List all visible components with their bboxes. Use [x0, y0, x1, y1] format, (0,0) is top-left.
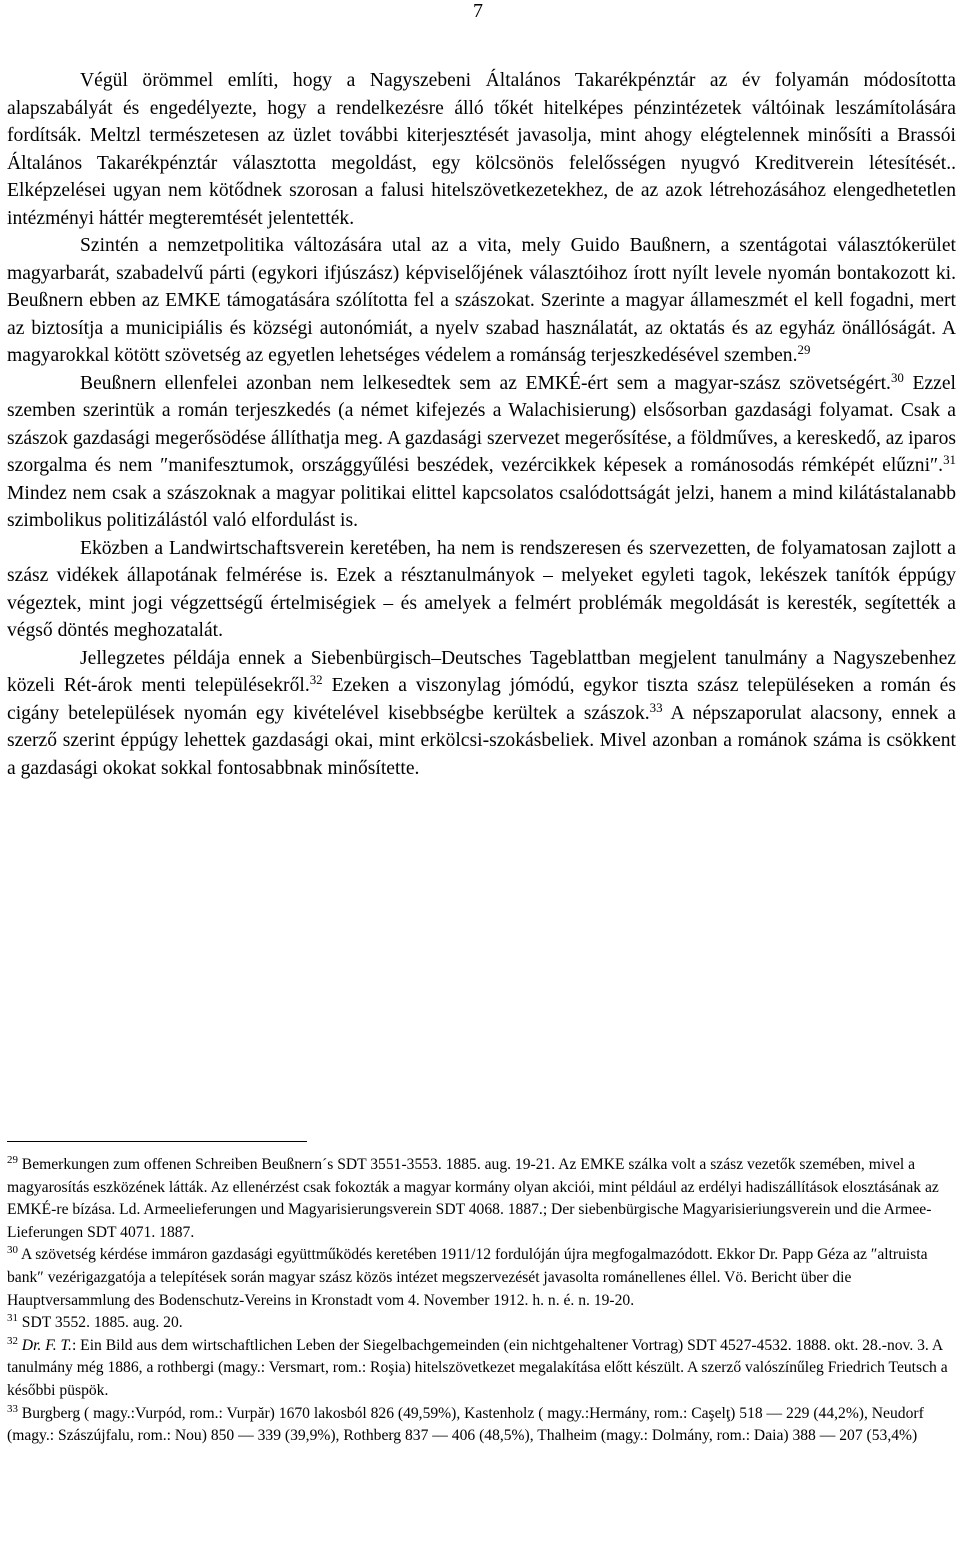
footnote-33 — [7, 1403, 952, 1448]
footnote-30 — [7, 1244, 952, 1312]
footnote-ref-33[interactable]: 33 — [649, 699, 663, 715]
footnote-text: A szövetség kérdése immáron gazdasági együttműködés keretében 1911/12 fordulóján újra megfogalmazódott. Ekkor Dr. Papp Géza az ″altruista bank″ vezérigazgatója a telepítések során magyar szász közös intézet megszervezését javasolta románellenes éllel. Vö. Bericht über die Hauptversammlung des Bodenschutz-Vereins in Kronstadt vom 4. November 1912. h. n. é. n. 19-20. — [7, 1246, 928, 1309]
footnote-ref-31[interactable]: 31 — [943, 451, 956, 467]
footnote-text: SDT 3552. 1885. aug. 20. — [17, 1314, 183, 1332]
footnote-29 — [7, 1154, 952, 1244]
paragraph-2 — [7, 232, 956, 370]
footnote-ref-29[interactable]: 29 — [797, 341, 811, 357]
paragraph-1-text: Végül örömmel említi, hogy a Nagyszebeni Általános Takarékpénztár az év folyamán módosította alapszabályát és engedélyezte, hogy a rendelkezésre álló tőkét hitelképes pénzintézetek váltóinak leszámítolására fordítsák. Meltzl természetesen az üzlet további kiterjesztését javasolja, mint ahogy elégtelennek minősíti a Brassói Általános Takarékpénztár választotta megoldást, egy kölcsönös felelősségen nyugvó Kreditverein létesítését.. Elképzelései ugyan nem kötődnek szorosan a falusi hitelszövetkezetekhez, de az azok létrehozásához elengedhetetlen intézményi háttér megteremtését jelentették. — [7, 70, 956, 229]
footnote-ref-30[interactable]: 30 — [890, 369, 904, 385]
paragraph-3 — [7, 370, 956, 535]
body-text — [7, 67, 956, 782]
page-number: 7 — [473, 0, 483, 22]
footnote-number: 32 — [7, 1334, 18, 1347]
paragraph-3-text-c: Mindez nem csak a szászoknak a magyar politikai elittel kapcsolatos csalódottságát jelzi, hanem a mind kilátástalanabb szimbolikus politizálástól való elfordulást is. — [7, 482, 956, 531]
footnote-number: 31 — [7, 1312, 18, 1325]
footnote-number: 33 — [7, 1402, 18, 1415]
paragraph-4 — [7, 535, 956, 645]
footnote-number: 30 — [7, 1244, 18, 1257]
paragraph-5 — [7, 645, 956, 783]
footnote-32 — [7, 1335, 952, 1403]
paragraph-3-text-b: Ezzel szemben szerintük a román terjeszkedés (a német kifejezés a Walachisierung) elsősorban gazdasági folyamat. Csak a szászok gazdasági megerősödése állíthatja meg. A gazdasági szervezet megerősítése, a földműves, a kereskedő, az iparos szorgalma és nem ″manifesztumok, országgyűlési beszédek, vezércikkek képesek a románosodás rémképét elűzni″. — [7, 372, 957, 476]
footnotes — [7, 1154, 952, 1448]
footnote-divider — [7, 1141, 307, 1142]
paragraph-1 — [7, 67, 956, 232]
footnote-text: Burgberg ( magy.:Vurpód, rom.: Vurpăr) 1670 lakosból 826 (49,59%), Kastenholz ( magy.:Hermány, rom.: Caşelţ) 518 — 229 (44,2%), Neudorf (magy.: Szászújfalu, rom.: Nou) 850 — 339 (39,9%), Rothberg 837 — 406 (48,5%), Thalheim (magy.: Dolmány, rom.: Daia) 388 — 207 (53,4%) — [7, 1404, 924, 1445]
paragraph-5-text-a: Jellegzetes példája ennek a Siebenbürgisch–Deutsches Tageblattban megjelent tanulmány a Nagyszebenhez közeli Rét-árok menti településekről. — [7, 647, 956, 696]
paragraph-5-text-b: Ezeken a viszonylag jómódú, egykor tiszta szász településeken a román és cigány betelepülések nyomán egy kivételével kisebbségbe kerültek a szászok. — [7, 675, 956, 724]
footnote-author: Dr. F. T. — [17, 1336, 72, 1354]
footnote-text: Bemerkungen zum offenen Schreiben Beußnern´s SDT 3551-3553. 1885. aug. 19-21. Az EMKE szálka volt a szász vezetők szemében, mivel a magyarosítás eszközének látták. Az ellenérzést csak fokozták a magyar kormány olyan akciói, mint például az erdélyi hadiszállítások elosztásának az EMKÉ-re bízása. Ld. Armeelieferungen und Magyarisierungsverein SDT 4068. 1887.; Der siebenbürgische Magyarisieriungsverein und die Armee-Lieferungen SDT 4071. 1887. — [7, 1156, 939, 1241]
footnote-text: : Ein Bild aus dem wirtschaftlichen Leben der Siegelbachgemeinden (ein nichtgehaltener Vortrag) SDT 4527-4532. 1888. okt. 28.-nov. 3. A tanulmány még 1886, a rothbergi (magy.: Versmart, rom.: Roşia) hitelszövetkezet megalakítása előtt készült. A szerző valószínűleg Friedrich Teutsch a későbbi püspök. — [7, 1336, 948, 1399]
paragraph-4-text: Eközben a Landwirtschaftsverein keretében, ha nem is rendszeresen és szervezetten, de folyamatosan zajlott a szász vidékek állapotának felmérése is. Ezek a résztanulmányok – melyeket egyleti tagok, lekészek tanítók éppúgy végeztek, mint jogi végzettségű értelmiségiek – és amelyek a felmért problémák megoldását is keresték, segítették a végső döntés meghozatalát. — [7, 537, 956, 641]
footnote-number: 29 — [7, 1154, 18, 1166]
footnote-31 — [7, 1312, 952, 1335]
footnote-ref-32[interactable]: 32 — [309, 671, 323, 687]
paragraph-3-text-a: Beußnern ellenfelei azonban nem lelkesedtek sem az EMKÉ-ért sem a magyar-szász szövetségért. — [80, 372, 891, 394]
paragraph-5-text-c: A népszaporulat alacsony, ennek a szerző szerint éppúgy lehettek gazdasági okai, mint erkölcsi-szokásbeliek. Mivel azonban a románok száma is csökkent a gazdasági okokat sokkal fontosabbnak minősítette. — [7, 702, 956, 779]
paragraph-2-text: Szintén a nemzetpolitika változására utal az a vita, mely Guido Baußnern, a szentágotai választókerület magyarbarát, szabadelvű párti (egykori ifjúszász) képviselőjének választóihoz írott nyílt levele nyomán bontakozott ki. Beußnern ebben az EMKE támogatására szólította fel a szászokat. Szerinte a magyar állameszmét el kell fogadni, mert az biztosítja a municipiális és községi autonómiát, a nyelv szabad használatát, az oktatás és az egyház önállóságát. A magyarokkal kötött szövetség az egyetlen lehetséges védelem a románság terjeszkedésével szemben. — [7, 235, 956, 366]
